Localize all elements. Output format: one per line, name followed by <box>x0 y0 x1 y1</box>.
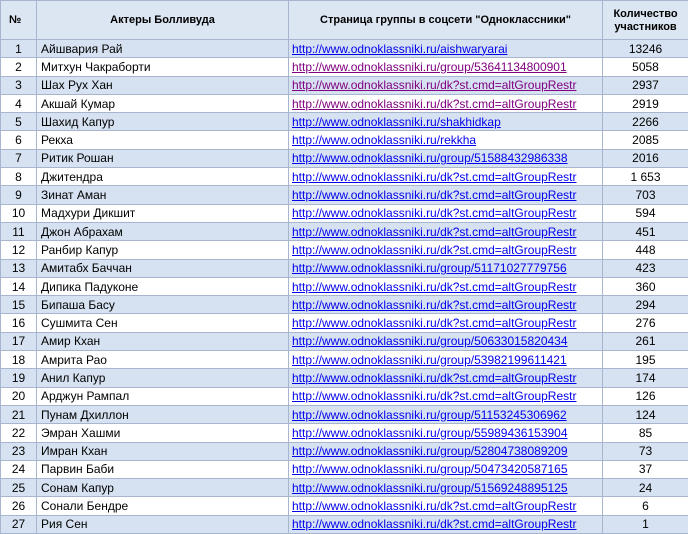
member-count: 423 <box>603 259 688 277</box>
actor-name: Парвин Баби <box>37 460 289 478</box>
member-count: 2937 <box>603 76 688 94</box>
group-link[interactable]: http://www.odnoklassniki.ru/dk?st.cmd=altGroupRestr <box>292 97 576 111</box>
table-row <box>1 186 688 204</box>
group-link-cell <box>289 332 603 350</box>
group-link-cell <box>289 277 603 295</box>
row-number: 19 <box>1 369 37 387</box>
group-link-cell <box>289 460 603 478</box>
table-row <box>1 204 688 222</box>
group-link-cell <box>289 131 603 149</box>
row-number: 4 <box>1 94 37 112</box>
group-link[interactable]: http://www.odnoklassniki.ru/group/50473420587165 <box>292 462 568 476</box>
member-count: 37 <box>603 460 688 478</box>
member-count: 174 <box>603 369 688 387</box>
actor-name: Амир Кхан <box>37 332 289 350</box>
group-link-cell <box>289 314 603 332</box>
member-count: 85 <box>603 424 688 442</box>
group-link-cell <box>289 259 603 277</box>
row-number: 2 <box>1 58 37 76</box>
table-row <box>1 76 688 94</box>
actor-name: Шах Рух Хан <box>37 76 289 94</box>
table-row <box>1 58 688 76</box>
table-row <box>1 259 688 277</box>
table-row <box>1 277 688 295</box>
actor-name: Айшвария Рай <box>37 40 289 58</box>
row-number: 15 <box>1 296 37 314</box>
member-count: 195 <box>603 351 688 369</box>
table-row <box>1 149 688 167</box>
member-count: 73 <box>603 442 688 460</box>
row-number: 17 <box>1 332 37 350</box>
group-link-cell <box>289 241 603 259</box>
row-number: 14 <box>1 277 37 295</box>
group-link-cell <box>289 296 603 314</box>
row-number: 1 <box>1 40 37 58</box>
group-link[interactable]: http://www.odnoklassniki.ru/dk?st.cmd=altGroupRestr <box>292 499 576 513</box>
member-count: 13246 <box>603 40 688 58</box>
header-count <box>603 1 688 40</box>
actor-name: Шахид Капур <box>37 113 289 131</box>
group-link-cell <box>289 168 603 186</box>
row-number: 11 <box>1 222 37 240</box>
row-number: 25 <box>1 479 37 497</box>
table-row <box>1 424 688 442</box>
actor-name: Ритик Рошан <box>37 149 289 167</box>
group-link[interactable]: http://www.odnoklassniki.ru/dk?st.cmd=altGroupRestr <box>292 206 576 220</box>
actor-name: Рия Сен <box>37 515 289 533</box>
group-link-cell <box>289 204 603 222</box>
table-row <box>1 314 688 332</box>
group-link[interactable]: http://www.odnoklassniki.ru/group/53982199611421 <box>292 353 567 367</box>
table-row <box>1 515 688 533</box>
table-row <box>1 222 688 240</box>
group-link[interactable]: http://www.odnoklassniki.ru/aishwaryarai <box>292 42 507 56</box>
actor-name: Пунам Дхиллон <box>37 405 289 423</box>
group-link-cell <box>289 424 603 442</box>
member-count: 24 <box>603 479 688 497</box>
member-count: 2085 <box>603 131 688 149</box>
group-link-cell <box>289 515 603 533</box>
group-link[interactable]: http://www.odnoklassniki.ru/dk?st.cmd=altGroupRestr <box>292 280 576 294</box>
group-link-cell <box>289 479 603 497</box>
table-row <box>1 332 688 350</box>
group-link-cell <box>289 113 603 131</box>
header-count-label: Количество участников <box>603 8 688 34</box>
actor-name: Сонали Бендре <box>37 497 289 515</box>
member-count: 448 <box>603 241 688 259</box>
table-row <box>1 296 688 314</box>
actor-name: Арджун Рампал <box>37 387 289 405</box>
group-link-cell <box>289 387 603 405</box>
group-link-cell <box>289 442 603 460</box>
member-count: 6 <box>603 497 688 515</box>
member-count: 2919 <box>603 94 688 112</box>
table-row <box>1 113 688 131</box>
group-link[interactable]: http://www.odnoklassniki.ru/dk?st.cmd=altGroupRestr <box>292 225 576 239</box>
table-row <box>1 131 688 149</box>
row-number: 23 <box>1 442 37 460</box>
table-row <box>1 168 688 186</box>
header-row <box>1 1 688 40</box>
row-number: 26 <box>1 497 37 515</box>
actor-name: Имран Кхан <box>37 442 289 460</box>
row-number: 21 <box>1 405 37 423</box>
member-count: 261 <box>603 332 688 350</box>
member-count: 294 <box>603 296 688 314</box>
table-row <box>1 442 688 460</box>
row-number: 3 <box>1 76 37 94</box>
group-link-cell <box>289 351 603 369</box>
group-link-cell <box>289 405 603 423</box>
member-count: 594 <box>603 204 688 222</box>
row-number: 5 <box>1 113 37 131</box>
group-link[interactable]: http://www.odnoklassniki.ru/group/51569248895125 <box>292 481 568 495</box>
row-number: 7 <box>1 149 37 167</box>
header-actor: Актеры Болливуда <box>37 1 289 40</box>
group-link[interactable]: http://www.odnoklassniki.ru/dk?st.cmd=altGroupRestr <box>292 78 576 92</box>
member-count: 2016 <box>603 149 688 167</box>
member-count: 276 <box>603 314 688 332</box>
row-number: 6 <box>1 131 37 149</box>
actor-name: Джитендра <box>37 168 289 186</box>
group-link-cell <box>289 58 603 76</box>
header-num: № <box>1 1 37 40</box>
table-row <box>1 94 688 112</box>
member-count: 5058 <box>603 58 688 76</box>
row-number: 18 <box>1 351 37 369</box>
group-link[interactable]: http://www.odnoklassniki.ru/group/51171027779756 <box>292 261 567 275</box>
row-number: 9 <box>1 186 37 204</box>
row-number: 13 <box>1 259 37 277</box>
member-count: 451 <box>603 222 688 240</box>
member-count: 2266 <box>603 113 688 131</box>
group-link[interactable]: http://www.odnoklassniki.ru/group/55989436153904 <box>292 426 568 440</box>
actor-name: Митхун Чакраборти <box>37 58 289 76</box>
group-link[interactable]: http://www.odnoklassniki.ru/dk?st.cmd=altGroupRestr <box>292 298 576 312</box>
group-link-cell <box>289 94 603 112</box>
group-link-cell <box>289 186 603 204</box>
member-count: 703 <box>603 186 688 204</box>
table-row <box>1 479 688 497</box>
actor-name: Амитабх Баччан <box>37 259 289 277</box>
table-row <box>1 369 688 387</box>
row-number: 16 <box>1 314 37 332</box>
group-link[interactable]: http://www.odnoklassniki.ru/dk?st.cmd=altGroupRestr <box>292 517 576 531</box>
table-row <box>1 405 688 423</box>
table-row <box>1 40 688 58</box>
row-number: 24 <box>1 460 37 478</box>
actor-name: Рекха <box>37 131 289 149</box>
member-count: 1 <box>603 515 688 533</box>
group-link[interactable]: http://www.odnoklassniki.ru/group/51588432986338 <box>292 151 568 165</box>
table-row <box>1 387 688 405</box>
group-link[interactable]: http://www.odnoklassniki.ru/dk?st.cmd=altGroupRestr <box>292 389 576 403</box>
table-row <box>1 241 688 259</box>
group-link[interactable]: http://www.odnoklassniki.ru/rekkha <box>292 133 476 147</box>
actor-name: Анил Капур <box>37 369 289 387</box>
row-number: 22 <box>1 424 37 442</box>
group-link-cell <box>289 497 603 515</box>
table-body <box>1 40 688 534</box>
group-link-cell <box>289 76 603 94</box>
row-number: 27 <box>1 515 37 533</box>
group-link-cell <box>289 40 603 58</box>
actor-name: Мадхури Дикшит <box>37 204 289 222</box>
actor-name: Джон Абрахам <box>37 222 289 240</box>
group-link-cell <box>289 149 603 167</box>
row-number: 20 <box>1 387 37 405</box>
actor-name: Эмран Хашми <box>37 424 289 442</box>
group-link-cell <box>289 222 603 240</box>
table-row <box>1 351 688 369</box>
actor-name: Бипаша Басу <box>37 296 289 314</box>
member-count: 360 <box>603 277 688 295</box>
group-link[interactable]: http://www.odnoklassniki.ru/group/53641134800901 <box>292 60 567 74</box>
group-link[interactable]: http://www.odnoklassniki.ru/shakhidkap <box>292 115 501 129</box>
actor-name: Дипика Падуконе <box>37 277 289 295</box>
group-link[interactable]: http://www.odnoklassniki.ru/dk?st.cmd=altGroupRestr <box>292 243 576 257</box>
group-link[interactable]: http://www.odnoklassniki.ru/group/50633015820434 <box>292 334 568 348</box>
member-count: 1 653 <box>603 168 688 186</box>
actor-name: Ранбир Капур <box>37 241 289 259</box>
group-link-cell <box>289 369 603 387</box>
header-page: Страница группы в соцсети "Одноклассники" <box>289 1 603 40</box>
actor-name: Акшай Кумар <box>37 94 289 112</box>
group-link[interactable]: http://www.odnoklassniki.ru/group/51153245306962 <box>292 408 567 422</box>
member-count: 126 <box>603 387 688 405</box>
row-number: 12 <box>1 241 37 259</box>
group-link[interactable]: http://www.odnoklassniki.ru/dk?st.cmd=altGroupRestr <box>292 170 576 184</box>
actor-name: Сушмита Сен <box>37 314 289 332</box>
member-count: 124 <box>603 405 688 423</box>
group-link[interactable]: http://www.odnoklassniki.ru/dk?st.cmd=altGroupRestr <box>292 371 576 385</box>
actor-name: Зинат Аман <box>37 186 289 204</box>
actor-name: Амрита Рао <box>37 351 289 369</box>
group-link[interactable]: http://www.odnoklassniki.ru/dk?st.cmd=altGroupRestr <box>292 188 576 202</box>
row-number: 10 <box>1 204 37 222</box>
group-link[interactable]: http://www.odnoklassniki.ru/group/52804738089209 <box>292 444 568 458</box>
actor-name: Сонам Капур <box>37 479 289 497</box>
row-number: 8 <box>1 168 37 186</box>
table-row <box>1 497 688 515</box>
table-row <box>1 460 688 478</box>
group-link[interactable]: http://www.odnoklassniki.ru/dk?st.cmd=altGroupRestr <box>292 316 576 330</box>
